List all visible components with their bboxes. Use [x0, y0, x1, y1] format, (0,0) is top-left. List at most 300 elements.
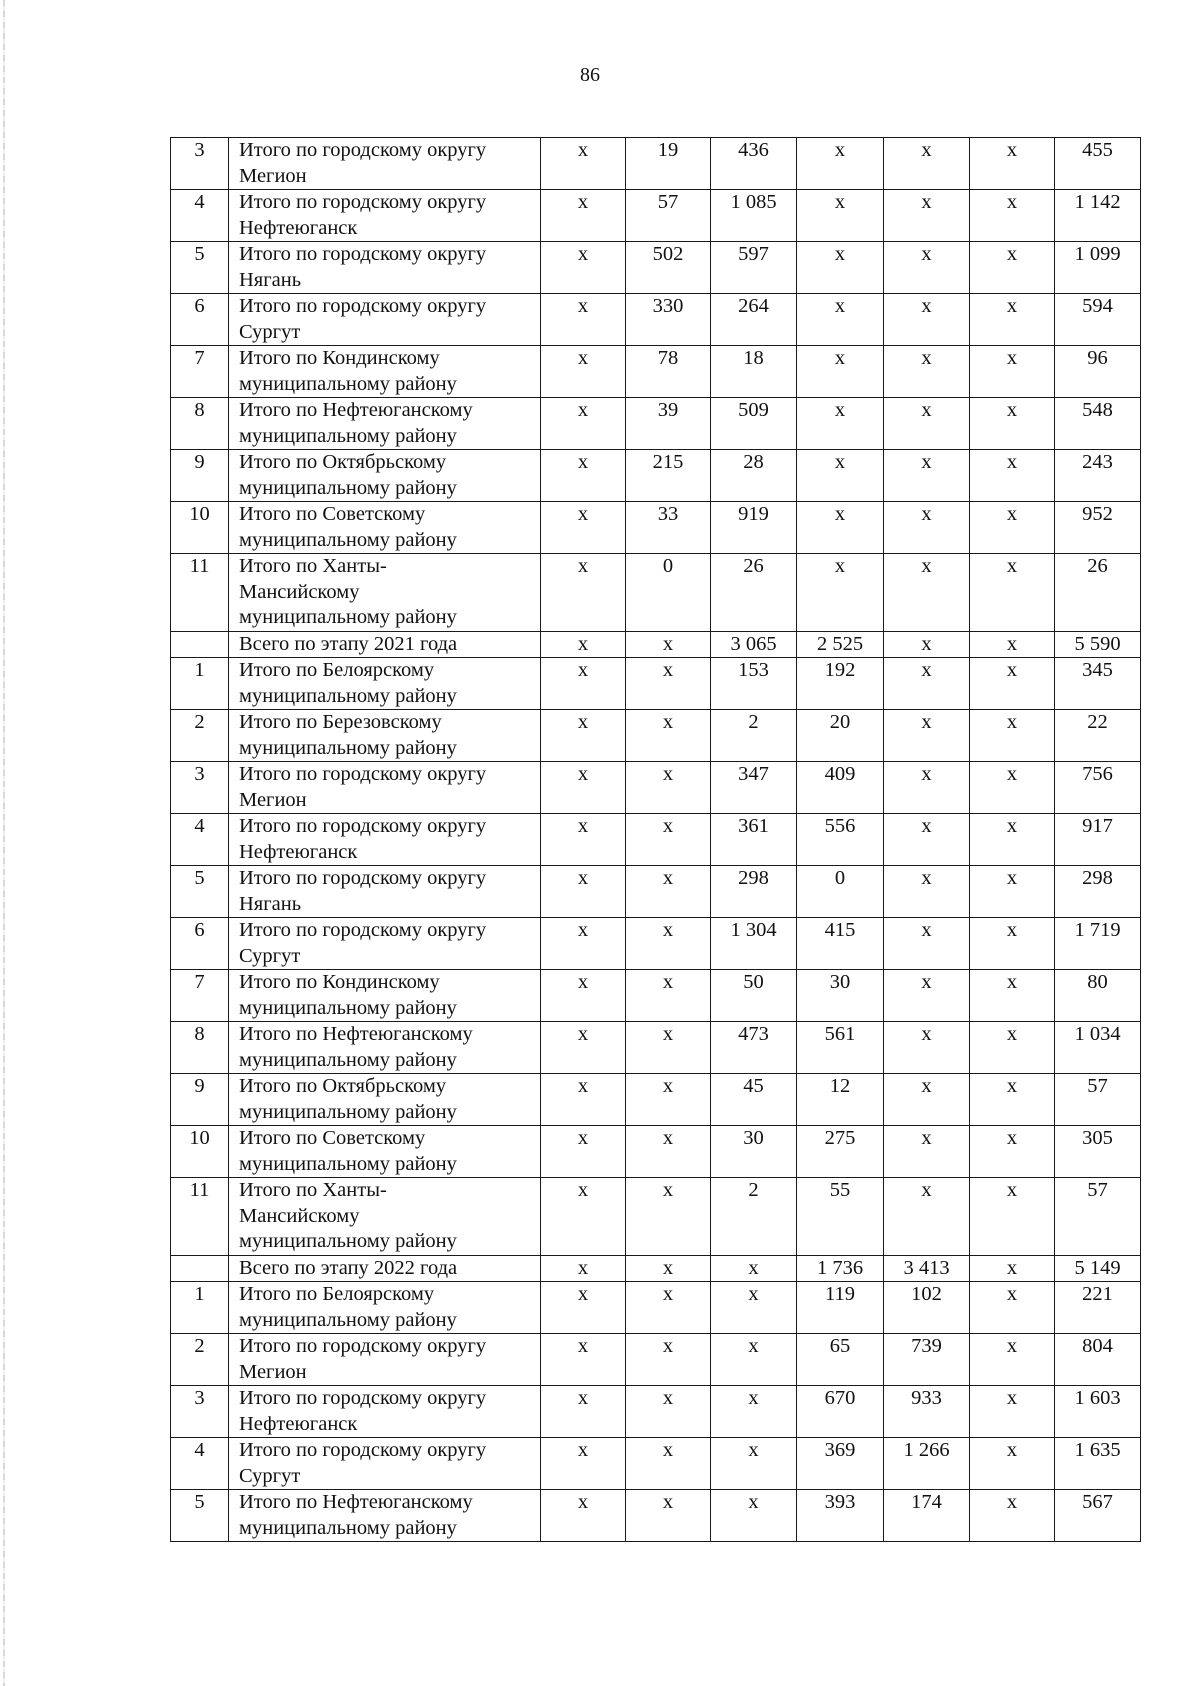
value-cell-col-7: 594 [1055, 294, 1141, 346]
row-name-line: Сургут [239, 944, 301, 967]
value-cell-col-5: x [884, 631, 970, 658]
value-cell-col-6: x [970, 658, 1055, 710]
row-number: 7 [171, 346, 229, 398]
row-name-line: Итого по Октябрьскому [239, 1075, 447, 1097]
row-name-line: Итого по городскому округу [239, 243, 487, 265]
table-row [171, 866, 1141, 918]
value-cell-col-5: x [884, 710, 970, 762]
value-cell-col-6: x [970, 762, 1055, 814]
value-cell-col-5: x [884, 1022, 970, 1074]
row-name-line: Итого по Белоярскому [239, 659, 435, 681]
value-cell-col-2: x [626, 710, 711, 762]
value-cell-col-3: x [711, 1490, 797, 1542]
row-name-line: муниципальному району [239, 736, 457, 759]
row-name [229, 1126, 541, 1178]
value-cell-col-4: x [797, 294, 884, 346]
row-number: 5 [171, 1490, 229, 1542]
value-cell-col-5: x [884, 1126, 970, 1178]
value-cell-col-1: x [541, 631, 626, 658]
table-row [171, 1022, 1141, 1074]
row-number: 8 [171, 398, 229, 450]
row-name-line: Итого по Нефтеюганскому [239, 1023, 473, 1045]
row-name [229, 398, 541, 450]
row-name-line: Итого по Ханты- [239, 1179, 387, 1201]
page-number: 86 [580, 64, 600, 86]
value-cell-col-1: x [541, 1490, 626, 1542]
row-number: 9 [171, 1074, 229, 1126]
row-number: 7 [171, 970, 229, 1022]
scan-edge [3, 0, 5, 1686]
row-name-line: муниципальному району [239, 684, 457, 707]
value-cell-col-3: 45 [711, 1074, 797, 1126]
row-name [229, 762, 541, 814]
row-name-line: муниципальному району [239, 528, 457, 551]
table-row [171, 1126, 1141, 1178]
value-cell-col-7: 455 [1055, 138, 1141, 190]
value-cell-col-6: x [970, 1490, 1055, 1542]
row-number [171, 631, 229, 658]
value-cell-col-3: x [711, 1282, 797, 1334]
row-name-line: Нягань [239, 892, 302, 915]
table-row [171, 710, 1141, 762]
row-name-line: Мансийскому [239, 580, 360, 603]
value-cell-col-5: x [884, 502, 970, 554]
row-name-line: Нягань [239, 268, 302, 291]
value-cell-col-2: 78 [626, 346, 711, 398]
table-row [171, 1490, 1141, 1542]
value-cell-col-7: 57 [1055, 1074, 1141, 1126]
table-row [171, 242, 1141, 294]
value-cell-col-7: 756 [1055, 762, 1141, 814]
value-cell-col-6: x [970, 1438, 1055, 1490]
value-cell-col-4: 393 [797, 1490, 884, 1542]
value-cell-col-4: 192 [797, 658, 884, 710]
value-cell-col-1: x [541, 1022, 626, 1074]
value-cell-col-3: 1 085 [711, 190, 797, 242]
row-name [229, 294, 541, 346]
value-cell-col-5: x [884, 346, 970, 398]
value-cell-col-6: x [970, 554, 1055, 632]
value-cell-col-4: x [797, 554, 884, 632]
row-name [229, 1255, 541, 1282]
value-cell-col-5: x [884, 866, 970, 918]
value-cell-col-6: x [970, 814, 1055, 866]
value-cell-col-3: 509 [711, 398, 797, 450]
value-cell-col-4: x [797, 398, 884, 450]
row-number: 6 [171, 294, 229, 346]
value-cell-col-4: x [797, 138, 884, 190]
row-name-line: Сургут [239, 1464, 301, 1487]
value-cell-col-1: x [541, 1334, 626, 1386]
row-number: 8 [171, 1022, 229, 1074]
table-row [171, 918, 1141, 970]
value-cell-col-3: 298 [711, 866, 797, 918]
row-name-line: Итого по городскому округу [239, 815, 487, 837]
value-cell-col-1: x [541, 1178, 626, 1256]
row-name-line: Итого по городскому округу [239, 295, 487, 317]
row-number: 2 [171, 1334, 229, 1386]
value-cell-col-7: 1 142 [1055, 190, 1141, 242]
value-cell-col-2: x [626, 1282, 711, 1334]
row-name [229, 190, 541, 242]
value-cell-col-7: 1 719 [1055, 918, 1141, 970]
row-name [229, 866, 541, 918]
value-cell-col-3: 473 [711, 1022, 797, 1074]
value-cell-col-1: x [541, 190, 626, 242]
value-cell-col-7: 243 [1055, 450, 1141, 502]
value-cell-col-6: x [970, 1282, 1055, 1334]
value-cell-col-3: 597 [711, 242, 797, 294]
value-cell-col-5: x [884, 450, 970, 502]
value-cell-col-7: 5 590 [1055, 631, 1141, 658]
value-cell-col-4: 1 736 [797, 1255, 884, 1282]
value-cell-col-6: x [970, 138, 1055, 190]
row-name-line: Итого по городскому округу [239, 1439, 487, 1461]
value-cell-col-7: 1 034 [1055, 1022, 1141, 1074]
value-cell-col-7: 57 [1055, 1178, 1141, 1256]
value-cell-col-5: 933 [884, 1386, 970, 1438]
value-cell-col-4: x [797, 502, 884, 554]
row-name-line: муниципальному району [239, 1308, 457, 1331]
value-cell-col-3: x [711, 1438, 797, 1490]
row-name-line: Всего по этапу 2021 года [239, 632, 458, 655]
row-name [229, 346, 541, 398]
value-cell-col-5: x [884, 762, 970, 814]
row-number [171, 1255, 229, 1282]
row-name-line: муниципальному району [239, 606, 457, 628]
value-cell-col-1: x [541, 1282, 626, 1334]
value-cell-col-7: 952 [1055, 502, 1141, 554]
row-name-line: Сургут [239, 320, 301, 343]
value-cell-col-5: x [884, 190, 970, 242]
value-cell-col-4: 119 [797, 1282, 884, 1334]
value-cell-col-2: 57 [626, 190, 711, 242]
value-cell-col-6: x [970, 918, 1055, 970]
value-cell-col-7: 5 149 [1055, 1255, 1141, 1282]
value-cell-col-4: 55 [797, 1178, 884, 1256]
value-cell-col-5: x [884, 918, 970, 970]
value-cell-col-6: x [970, 1334, 1055, 1386]
value-cell-col-4: 409 [797, 762, 884, 814]
table-row [171, 631, 1141, 658]
row-name-line: Итого по Кондинскому [239, 971, 440, 993]
value-cell-col-6: x [970, 1022, 1055, 1074]
value-cell-col-1: x [541, 1074, 626, 1126]
value-cell-col-5: x [884, 554, 970, 632]
value-cell-col-5: x [884, 138, 970, 190]
value-cell-col-2: x [626, 814, 711, 866]
table-row [171, 346, 1141, 398]
row-name-line: Мегион [239, 1360, 307, 1383]
value-cell-col-1: x [541, 814, 626, 866]
row-name-line: Итого по городскому округу [239, 919, 487, 941]
value-cell-col-4: 561 [797, 1022, 884, 1074]
row-name-line: Итого по городскому округу [239, 867, 487, 889]
value-cell-col-5: x [884, 398, 970, 450]
row-number: 6 [171, 918, 229, 970]
row-name-line: муниципальному району [239, 1516, 457, 1539]
row-number: 9 [171, 450, 229, 502]
row-name-line: Итого по Березовскому [239, 711, 442, 733]
value-cell-col-5: x [884, 814, 970, 866]
table-row [171, 450, 1141, 502]
value-cell-col-7: 305 [1055, 1126, 1141, 1178]
row-name [229, 1282, 541, 1334]
value-cell-col-7: 917 [1055, 814, 1141, 866]
row-name [229, 554, 541, 632]
value-cell-col-4: x [797, 242, 884, 294]
table-row [171, 762, 1141, 814]
value-cell-col-3: 347 [711, 762, 797, 814]
value-cell-col-1: x [541, 1386, 626, 1438]
value-cell-col-6: x [970, 190, 1055, 242]
row-number: 4 [171, 1438, 229, 1490]
value-cell-col-1: x [541, 294, 626, 346]
row-name-line: Нефтеюганск [239, 840, 358, 863]
table-row [171, 502, 1141, 554]
value-cell-col-3: 2 [711, 710, 797, 762]
value-cell-col-2: 39 [626, 398, 711, 450]
value-cell-col-4: 12 [797, 1074, 884, 1126]
value-cell-col-3: x [711, 1255, 797, 1282]
row-name [229, 138, 541, 190]
value-cell-col-2: 0 [626, 554, 711, 632]
row-name-line: Мегион [239, 164, 307, 187]
value-cell-col-4: 0 [797, 866, 884, 918]
row-name-line: Всего по этапу 2022 года [239, 1256, 458, 1279]
value-cell-col-2: x [626, 658, 711, 710]
value-cell-col-4: x [797, 346, 884, 398]
value-cell-col-2: 330 [626, 294, 711, 346]
table-row [171, 1282, 1141, 1334]
value-cell-col-7: 80 [1055, 970, 1141, 1022]
row-name-line: Итого по Нефтеюганскому [239, 399, 473, 421]
table-row [171, 658, 1141, 710]
value-cell-col-3: 2 [711, 1178, 797, 1256]
row-name-line: муниципальному району [239, 1230, 457, 1252]
value-cell-col-6: x [970, 1074, 1055, 1126]
table-row [171, 190, 1141, 242]
row-name-line: муниципальному району [239, 1100, 457, 1123]
value-cell-col-3: 30 [711, 1126, 797, 1178]
value-cell-col-2: x [626, 1126, 711, 1178]
value-cell-col-6: x [970, 398, 1055, 450]
value-cell-col-7: 22 [1055, 710, 1141, 762]
value-cell-col-1: x [541, 1255, 626, 1282]
row-name-line: Мансийскому [239, 1204, 360, 1227]
value-cell-col-2: x [626, 1334, 711, 1386]
row-name-line: муниципальному району [239, 996, 457, 1019]
value-cell-col-1: x [541, 970, 626, 1022]
row-name-line: Итого по городскому округу [239, 1387, 487, 1409]
row-name-line: Итого по Нефтеюганскому [239, 1491, 473, 1513]
value-cell-col-1: x [541, 502, 626, 554]
value-cell-col-2: x [626, 970, 711, 1022]
value-cell-col-3: 361 [711, 814, 797, 866]
value-cell-col-2: 502 [626, 242, 711, 294]
value-cell-col-5: 1 266 [884, 1438, 970, 1490]
value-cell-col-7: 1 099 [1055, 242, 1141, 294]
row-name [229, 1074, 541, 1126]
value-cell-col-7: 548 [1055, 398, 1141, 450]
value-cell-col-2: x [626, 866, 711, 918]
value-cell-col-4: 2 525 [797, 631, 884, 658]
value-cell-col-2: x [626, 1178, 711, 1256]
value-cell-col-4: 556 [797, 814, 884, 866]
value-cell-col-7: 345 [1055, 658, 1141, 710]
value-cell-col-2: x [626, 1386, 711, 1438]
value-cell-col-6: x [970, 1255, 1055, 1282]
value-cell-col-1: x [541, 1438, 626, 1490]
value-cell-col-6: x [970, 450, 1055, 502]
row-name-line: Итого по Октябрьскому [239, 451, 447, 473]
row-name [229, 502, 541, 554]
table-row [171, 1386, 1141, 1438]
row-name-line: Итого по Советскому [239, 503, 426, 525]
value-cell-col-1: x [541, 398, 626, 450]
value-cell-col-4: 20 [797, 710, 884, 762]
value-cell-col-3: 3 065 [711, 631, 797, 658]
row-number: 3 [171, 1386, 229, 1438]
value-cell-col-4: 275 [797, 1126, 884, 1178]
value-cell-col-7: 26 [1055, 554, 1141, 632]
row-name [229, 450, 541, 502]
value-cell-col-4: 30 [797, 970, 884, 1022]
row-name-line: муниципальному району [239, 372, 457, 395]
value-cell-col-7: 298 [1055, 866, 1141, 918]
value-cell-col-6: x [970, 242, 1055, 294]
row-number: 2 [171, 710, 229, 762]
value-cell-col-5: x [884, 970, 970, 1022]
value-cell-col-3: 436 [711, 138, 797, 190]
row-number: 11 [171, 1178, 229, 1256]
value-cell-col-5: x [884, 658, 970, 710]
value-cell-col-7: 804 [1055, 1334, 1141, 1386]
row-name-line: Нефтеюганск [239, 1412, 358, 1435]
row-name-line: Итого по Белоярскому [239, 1283, 435, 1305]
value-cell-col-6: x [970, 866, 1055, 918]
value-cell-col-5: x [884, 242, 970, 294]
value-cell-col-1: x [541, 658, 626, 710]
row-name [229, 1490, 541, 1542]
value-cell-col-6: x [970, 631, 1055, 658]
value-cell-col-2: x [626, 1074, 711, 1126]
row-number: 10 [171, 502, 229, 554]
value-cell-col-2: x [626, 631, 711, 658]
table-body [171, 138, 1141, 1542]
value-cell-col-6: x [970, 710, 1055, 762]
value-cell-col-3: 1 304 [711, 918, 797, 970]
row-number: 1 [171, 658, 229, 710]
row-name [229, 1022, 541, 1074]
value-cell-col-5: x [884, 294, 970, 346]
value-cell-col-1: x [541, 710, 626, 762]
value-cell-col-5: 174 [884, 1490, 970, 1542]
row-name [229, 658, 541, 710]
table-row [171, 554, 1141, 632]
table-row [171, 1334, 1141, 1386]
table-row [171, 1178, 1141, 1256]
value-cell-col-1: x [541, 450, 626, 502]
value-cell-col-2: x [626, 762, 711, 814]
row-name-line: муниципальному району [239, 1152, 457, 1175]
row-name-line: муниципальному району [239, 424, 457, 447]
row-name [229, 1438, 541, 1490]
value-cell-col-6: x [970, 970, 1055, 1022]
value-cell-col-4: 369 [797, 1438, 884, 1490]
value-cell-col-1: x [541, 346, 626, 398]
row-number: 3 [171, 138, 229, 190]
row-number: 5 [171, 242, 229, 294]
table-row [171, 970, 1141, 1022]
value-cell-col-4: 415 [797, 918, 884, 970]
value-cell-col-3: x [711, 1386, 797, 1438]
value-cell-col-4: x [797, 450, 884, 502]
value-cell-col-1: x [541, 918, 626, 970]
value-cell-col-1: x [541, 762, 626, 814]
value-cell-col-1: x [541, 1126, 626, 1178]
value-cell-col-5: x [884, 1178, 970, 1256]
value-cell-col-1: x [541, 866, 626, 918]
value-cell-col-5: 102 [884, 1282, 970, 1334]
row-name [229, 970, 541, 1022]
row-name [229, 814, 541, 866]
value-cell-col-6: x [970, 346, 1055, 398]
row-name-line: Итого по Кондинскому [239, 347, 440, 369]
value-cell-col-3: 50 [711, 970, 797, 1022]
table-row [171, 814, 1141, 866]
row-number: 1 [171, 1282, 229, 1334]
row-name [229, 242, 541, 294]
row-name [229, 1178, 541, 1256]
row-name-line: муниципальному району [239, 476, 457, 499]
row-name-line: Итого по городскому округу [239, 763, 487, 785]
value-cell-col-2: 215 [626, 450, 711, 502]
value-cell-col-1: x [541, 554, 626, 632]
value-cell-col-7: 567 [1055, 1490, 1141, 1542]
row-name-line: Нефтеюганск [239, 216, 358, 239]
row-name [229, 918, 541, 970]
value-cell-col-2: 33 [626, 502, 711, 554]
value-cell-col-6: x [970, 1126, 1055, 1178]
row-name-line: Итого по городскому округу [239, 1335, 487, 1357]
value-cell-col-5: 3 413 [884, 1255, 970, 1282]
value-cell-col-6: x [970, 1178, 1055, 1256]
row-number: 10 [171, 1126, 229, 1178]
table-row [171, 294, 1141, 346]
value-cell-col-3: 919 [711, 502, 797, 554]
value-cell-col-4: 65 [797, 1334, 884, 1386]
row-number: 5 [171, 866, 229, 918]
row-name-line: муниципальному району [239, 1048, 457, 1071]
value-cell-col-3: 18 [711, 346, 797, 398]
row-name [229, 631, 541, 658]
value-cell-col-4: x [797, 190, 884, 242]
row-number: 3 [171, 762, 229, 814]
value-cell-col-5: x [884, 1074, 970, 1126]
value-cell-col-6: x [970, 1386, 1055, 1438]
value-cell-col-3: x [711, 1334, 797, 1386]
row-name [229, 710, 541, 762]
value-cell-col-7: 221 [1055, 1282, 1141, 1334]
value-cell-col-3: 28 [711, 450, 797, 502]
table-row [171, 398, 1141, 450]
value-cell-col-5: 739 [884, 1334, 970, 1386]
row-name-line: Мегион [239, 788, 307, 811]
value-cell-col-2: x [626, 1438, 711, 1490]
value-cell-col-6: x [970, 294, 1055, 346]
value-cell-col-3: 264 [711, 294, 797, 346]
